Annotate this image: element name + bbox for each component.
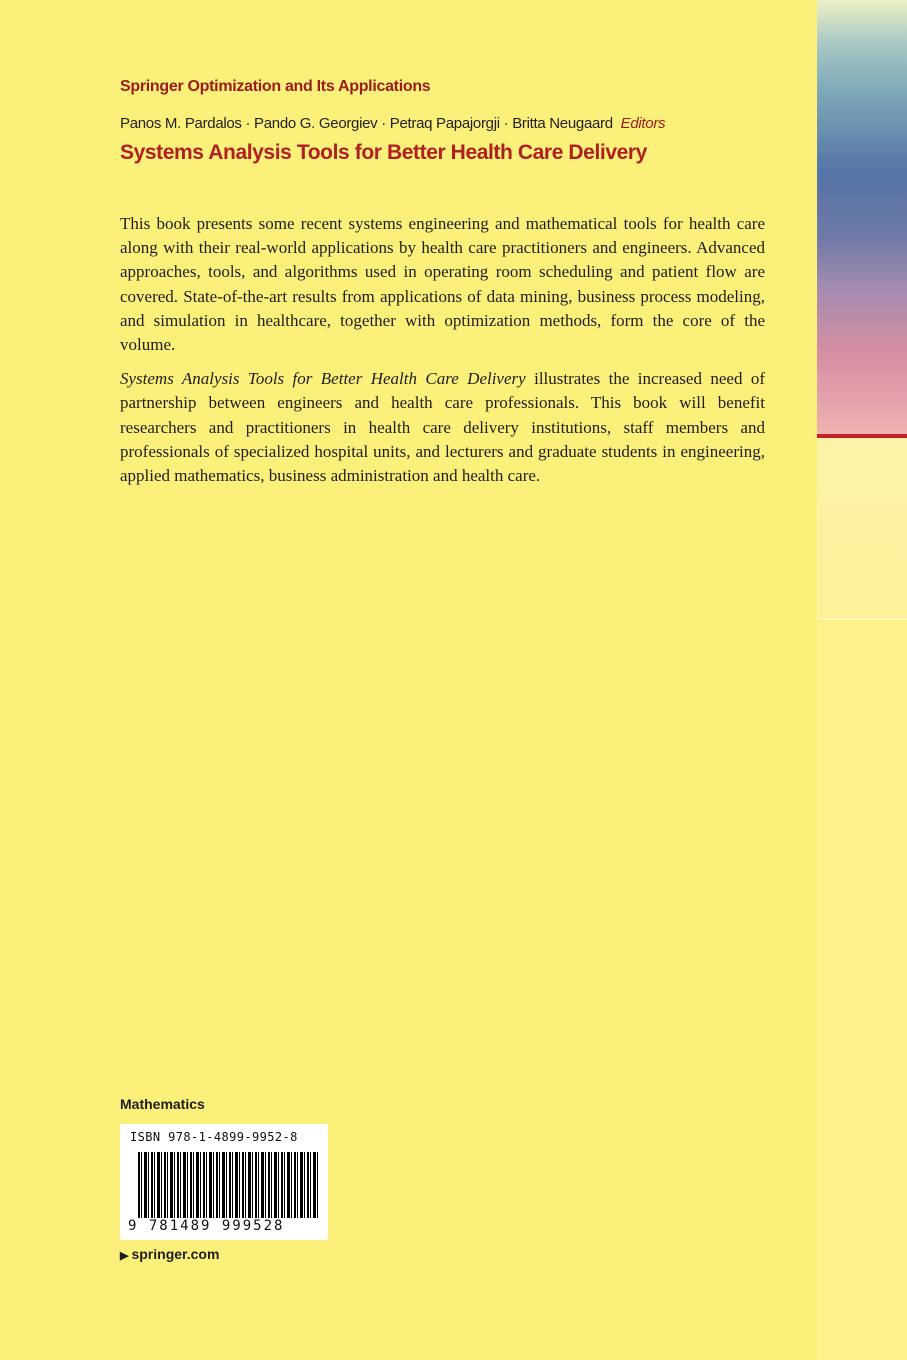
isbn-barcode	[120, 1124, 328, 1240]
editors-line	[120, 115, 665, 132]
description-paragraph-2-text: illustrates the increased need of partnership between engineers and health care professionals. This book will benefit researchers and practitioners in health care delivery institutions, staff members and professionals of specialized hospital units, and lecturers and graduate students in engineering, applied mathematics, business administration and health care.	[120, 369, 766, 486]
isbn-label: ISBN 978-1-4899-9952-8	[130, 1130, 298, 1144]
spine-gradient-band	[817, 0, 907, 435]
arrow-right-icon: ▶	[120, 1250, 129, 1262]
publisher-link-text: springer.com	[131, 1246, 220, 1262]
spine-separator	[817, 618, 907, 620]
description-paragraph-1: This book presents some recent systems engineering and mathematical tools for health care along with their real-world applications by health care practitioners and engineers. Advanced approaches, tools, and algorithms used in operating room scheduling and patient flow are covered. State-of-the-art results from applications of data mining, business process modeling, and simulation in healthcare, together with optimization methods, form the core of the volume.	[120, 214, 765, 355]
editors-role: Editors	[620, 115, 666, 132]
book-title: Systems Analysis Tools for Better Health Care Delivery	[120, 141, 647, 164]
series-title: Springer Optimization and Its Applications	[120, 78, 431, 95]
barcode-digits: 9 781489 999528	[128, 1218, 285, 1234]
book-description	[120, 212, 765, 498]
publisher-link[interactable]	[120, 1246, 219, 1262]
description-book-title: Systems Analysis Tools for Better Health Care Delivery	[120, 369, 526, 389]
editor-names: Panos M. Pardalos · Pando G. Georgiev · Petraq Papajorgji · Britta Neugaard	[120, 115, 613, 132]
description-paragraph-2	[120, 367, 765, 488]
subject-category: Mathematics	[120, 1096, 205, 1112]
spine-light-band	[817, 438, 907, 618]
spine-edge	[817, 0, 907, 1360]
barcode-bars	[138, 1152, 318, 1218]
